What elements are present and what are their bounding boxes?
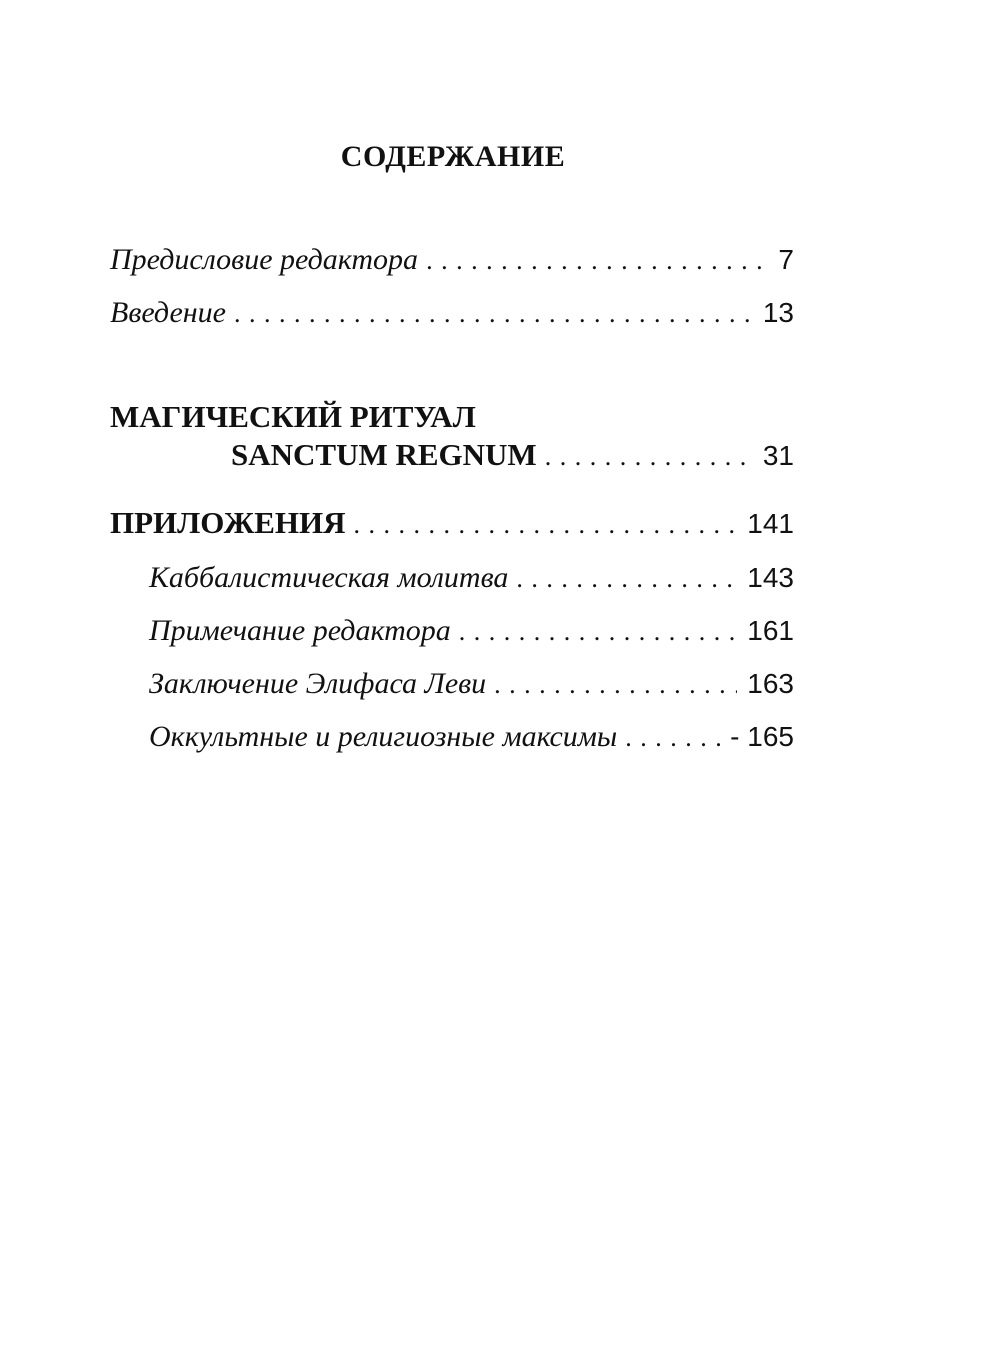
toc-entry-page: 13 <box>762 297 794 328</box>
toc-entry-label: ПРИЛОЖЕНИЯ <box>110 505 346 540</box>
section-ritual-entry <box>231 435 794 477</box>
leader-dots <box>625 718 720 758</box>
toc-entry-label: Предисловие редактора <box>110 243 419 276</box>
toc-entry-maxims <box>149 717 794 758</box>
toc-entry-label: SANCTUM REGNUM <box>231 437 537 472</box>
toc-entry-page: 7 <box>778 244 794 275</box>
leader-dots <box>234 294 753 334</box>
toc-title: СОДЕРЖАНИЕ <box>340 140 566 173</box>
toc-entry-label: Оккультные и религиозные максимы <box>149 720 618 753</box>
toc-entry-kabbalistic-prayer <box>149 558 794 599</box>
leader-dots <box>426 241 768 281</box>
leader-dots <box>354 505 738 545</box>
toc-entry-page: 163 <box>747 668 794 699</box>
leader-dots <box>516 559 737 599</box>
toc-entry-introduction <box>110 293 794 334</box>
toc-entry-page: 143 <box>747 562 794 593</box>
toc-entry-preface <box>110 240 794 281</box>
leader-dots <box>459 612 737 652</box>
toc-entry-conclusion <box>149 664 794 705</box>
toc-entry-label: Каббалистическая молитва <box>149 561 509 594</box>
section-ritual-heading: МАГИЧЕСКИЙ РИТУАЛ <box>110 399 476 434</box>
toc-entry-page: - 165 <box>730 721 794 752</box>
toc-entry-label: Заключение Элифаса Леви <box>149 667 487 700</box>
toc-entry-editor-note <box>149 611 794 652</box>
leader-dots <box>494 665 737 705</box>
toc-entry-page: 31 <box>762 440 794 471</box>
toc-entry-page: 161 <box>747 615 794 646</box>
toc-entry-label: Введение <box>110 296 226 329</box>
leader-dots <box>545 437 753 477</box>
toc-entry-page: 141 <box>747 508 794 539</box>
toc-entry-label: Примечание редактора <box>149 614 451 647</box>
section-appendix-entry <box>110 503 794 545</box>
